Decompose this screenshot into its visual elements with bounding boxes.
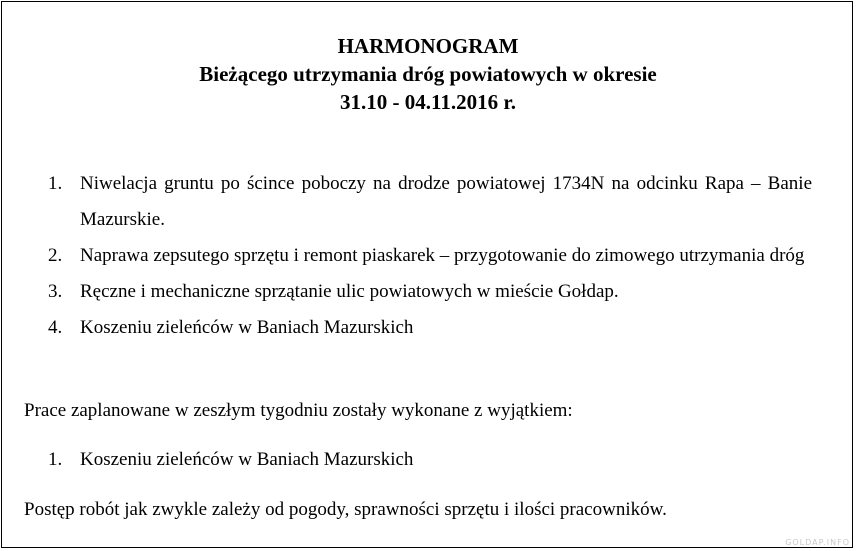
list-item: [0, 274, 812, 310]
list-item-text: Koszeniu zieleńców w Baniach Mazurskich: [80, 449, 414, 470]
list-item-text: Niwelacja gruntu po ścince poboczy na drodze powiatowej 1734N na odcinku Rapa – Banie Mazurskie.: [80, 173, 812, 230]
exceptions-list: [0, 442, 812, 478]
planned-works-list: [0, 166, 812, 346]
list-item: [0, 310, 812, 346]
list-item: [0, 442, 812, 478]
list-item-number: 1.: [48, 449, 63, 470]
list-item: [0, 166, 812, 238]
list-item-number: 2.: [48, 245, 63, 266]
list-item-text: Naprawa zepsutego sprzętu i remont piaskarek – przygotowanie do zimowego utrzymania dróg: [80, 245, 805, 266]
list-item-text: Koszeniu zieleńców w Baniach Mazurskich: [80, 317, 414, 338]
list-item-number: 4.: [48, 317, 63, 338]
document-title: [0, 32, 856, 116]
list-item: [0, 238, 812, 274]
list-item-text: Ręczne i mechaniczne sprzątanie ulic powiatowych w mieście Gołdap.: [80, 281, 619, 302]
title-subheading: Bieżącego utrzymania dróg powiatowych w okresie: [199, 62, 657, 86]
exceptions-intro-paragraph: Prace zaplanowane w zeszłym tygodniu zostały wykonane z wyjątkiem:: [24, 400, 573, 421]
watermark: GOLDAP.INFO: [785, 538, 850, 547]
title-date-range: 31.10 - 04.11.2016 r.: [340, 90, 516, 114]
title-heading: HARMONOGRAM: [337, 34, 519, 58]
footer-paragraph: Postęp robót jak zwykle zależy od pogody, sprawności sprzętu i ilości pracowników.: [24, 499, 667, 520]
list-item-number: 1.: [48, 173, 63, 194]
list-item-number: 3.: [48, 281, 63, 302]
